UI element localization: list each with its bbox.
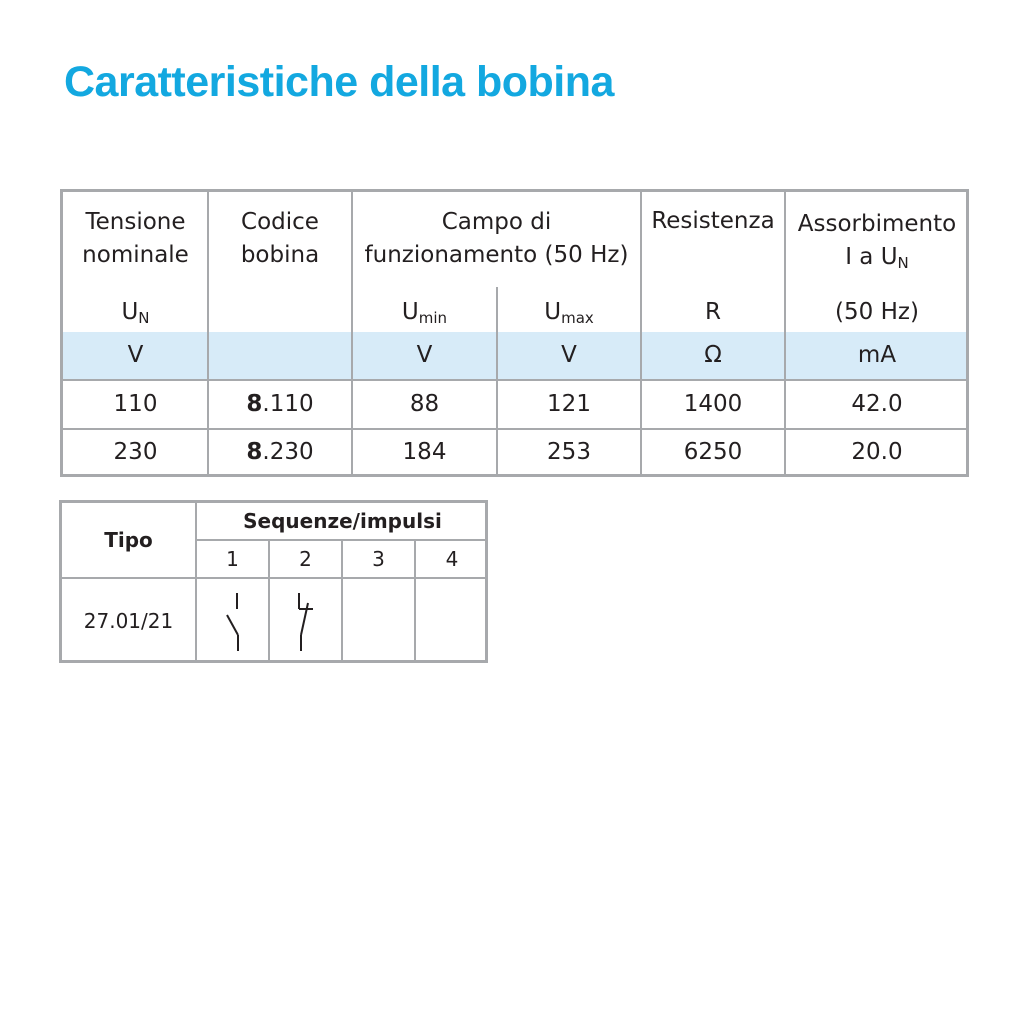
step-1: 1 (226, 547, 239, 571)
header-tensione-nominale: Tensione nominale (82, 209, 189, 268)
table-cell-umax: 121 (547, 391, 591, 417)
symbol-umax: $U_{max}$ (544, 298, 594, 327)
table-cell-tensione: 110 (113, 391, 158, 417)
header-sequenze-impulsi: Sequenze/impulsi (243, 509, 442, 533)
step-3: 3 (372, 547, 385, 571)
unit-umax: V (561, 342, 577, 368)
unit-umin: V (416, 342, 433, 368)
table-cell-umin: 184 (402, 439, 447, 465)
header-codice-bobina: Codice bobina (240, 209, 320, 268)
table-cell-umax: 253 (547, 439, 591, 465)
symbol-un: $U_N$ (121, 298, 150, 327)
symbol-umin: $U_{min}$ (401, 298, 448, 327)
unit-resistenza: Ω (704, 342, 722, 368)
page-title: Caratteristiche della bobina (64, 58, 614, 106)
table-cell-tipo: 27.01/21 (83, 609, 174, 633)
symbol-frequency: (50 Hz) (835, 298, 919, 325)
table-cell-tensione: 230 (113, 439, 158, 465)
table-cell-codice: 8.230 (246, 439, 314, 465)
table-cell-codice: 8.110 (246, 391, 314, 417)
table-cell-umin: 88 (409, 391, 440, 417)
unit-assorbimento: mA (857, 342, 897, 368)
table-cell-assorbimento: 42.0 (851, 391, 903, 417)
header-campo-funzionamento: Campo di funzionamento (50 Hz) (364, 209, 629, 268)
contact-open-icon (197, 579, 268, 663)
table-cell-resistenza: 1400 (683, 391, 743, 417)
sequence-table (59, 500, 488, 663)
table-cell-assorbimento: 20.0 (851, 439, 903, 465)
header-resistenza: Resistenza (651, 208, 775, 234)
unit-tensione: V (127, 342, 144, 368)
step-2: 2 (299, 547, 312, 571)
symbol-r: R (705, 298, 721, 325)
table-cell-resistenza: 6250 (683, 439, 743, 465)
step-4: 4 (445, 547, 459, 571)
header-tipo: Tipo (104, 528, 153, 552)
coil-characteristics-table (60, 189, 969, 477)
contact-changeover-icon (270, 579, 341, 663)
header-assorbimento: Assorbimento I a $U_N$ (797, 211, 957, 272)
